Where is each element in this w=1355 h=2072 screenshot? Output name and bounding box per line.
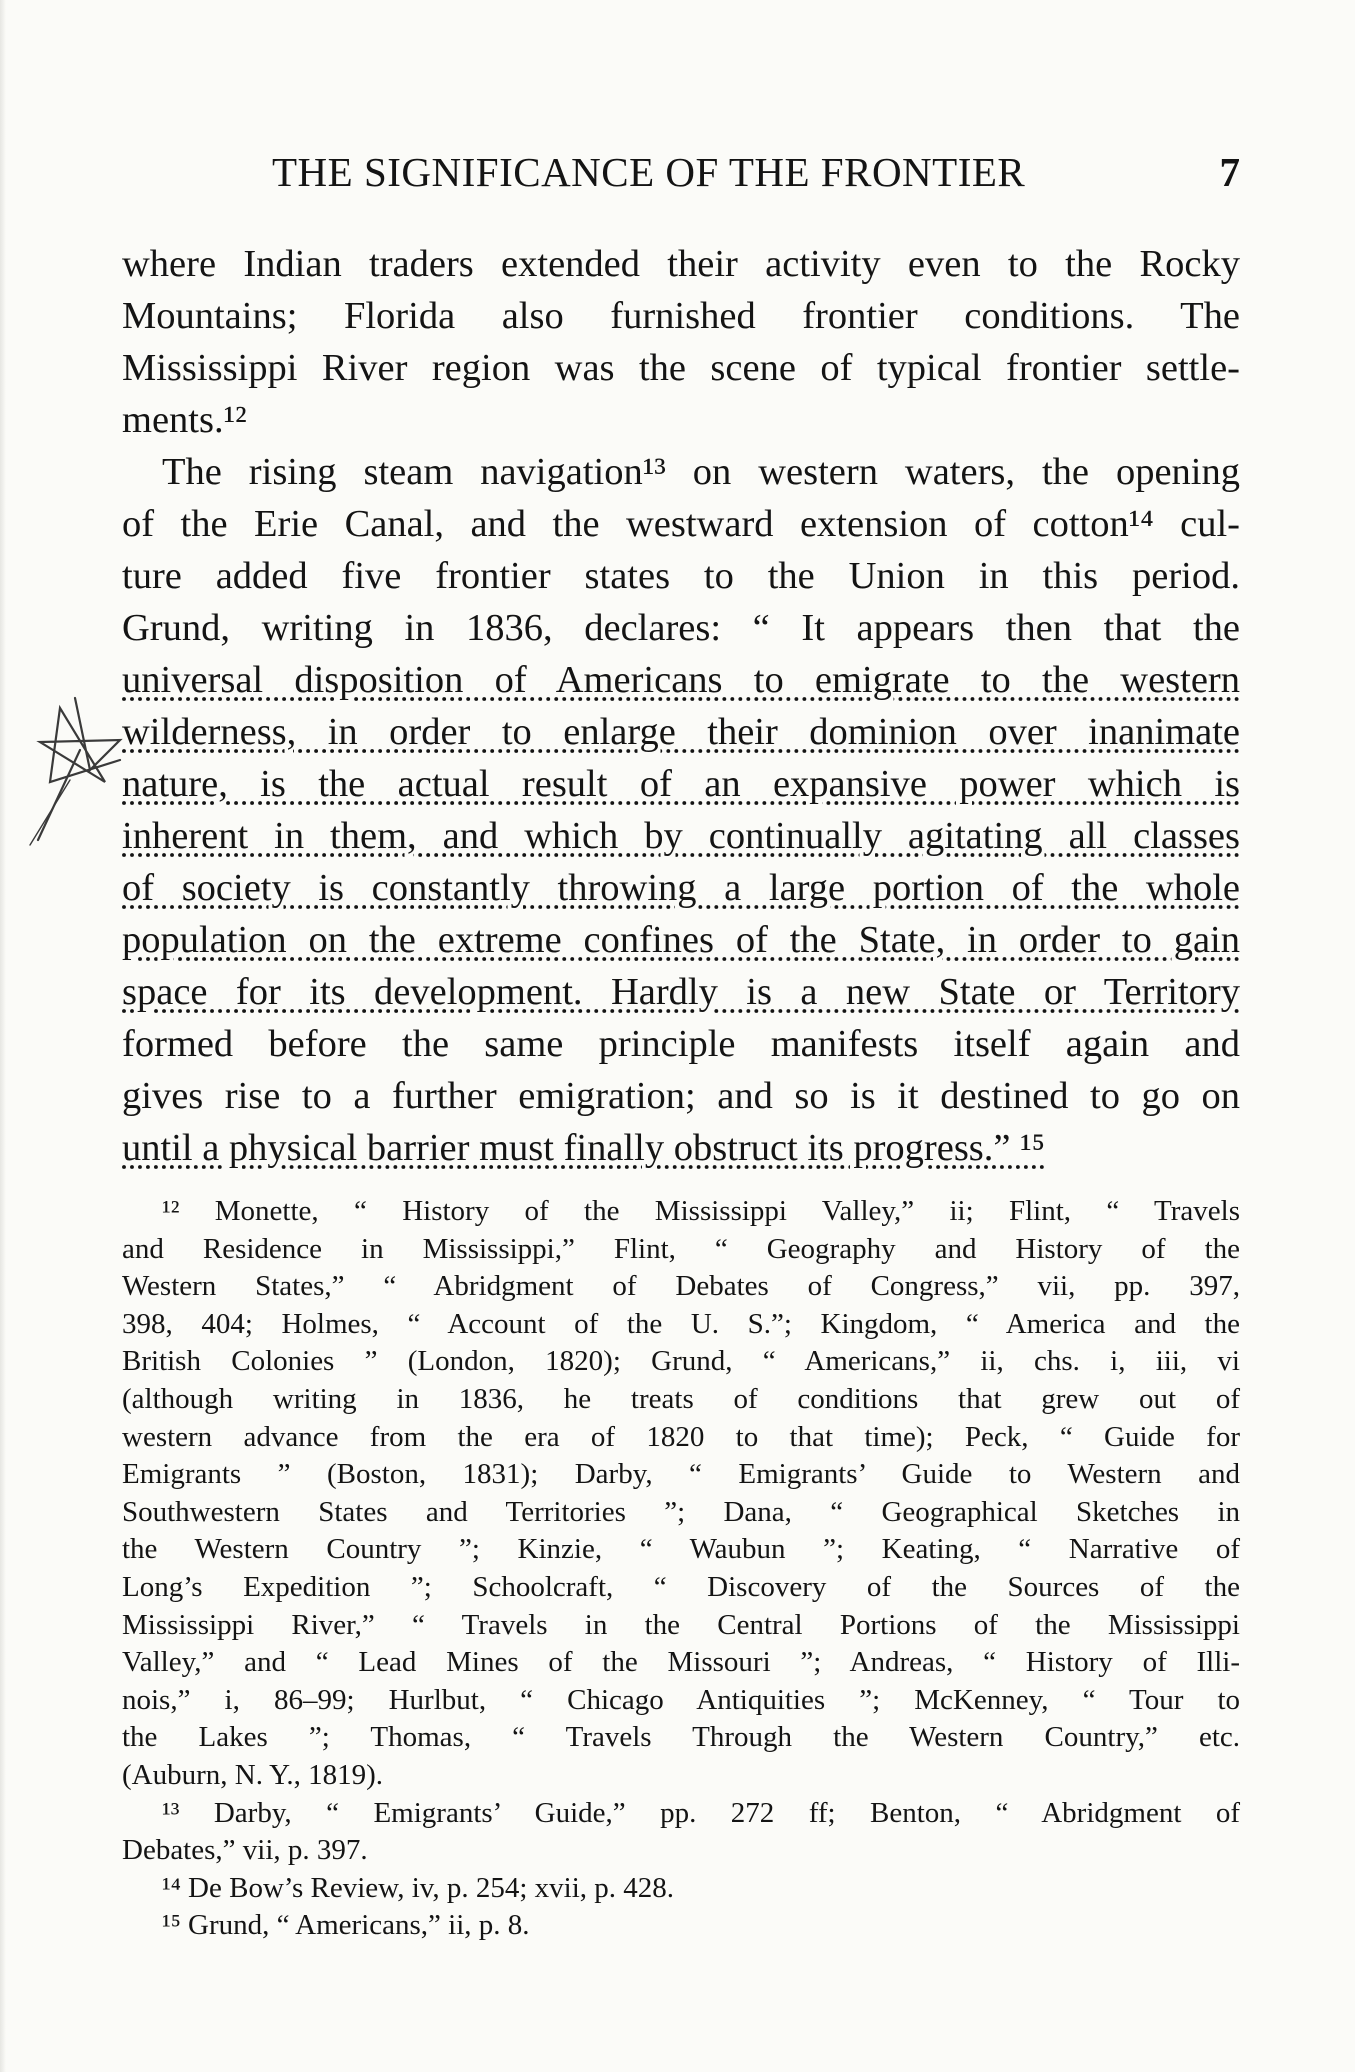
- quoted-line: population on the extreme confines of the State, in order to gain: [122, 919, 1240, 961]
- footnote-line: ¹⁵ Grund, “ Americans,” ii, p. 8.: [162, 1909, 530, 1942]
- footnote-line: ¹³ Darby, “ Emigrants’ Guide,” pp. 272 ff; Benton, “ Abridgment of: [162, 1796, 1240, 1829]
- running-title: THE SIGNIFICANCE OF THE FRONTIER: [272, 149, 1026, 195]
- footnote-line: British Colonies ” (London, 1820); Grund, “ Americans,” ii, chs. i, iii, vi: [122, 1345, 1240, 1378]
- footnote-line: (Auburn, N. Y., 1819).: [122, 1758, 383, 1791]
- text-line: Mountains; Florida also furnished frontier conditions. The: [122, 295, 1240, 337]
- footnote-line: Long’s Expedition ”; Schoolcraft, “ Discovery of the Sources of the: [122, 1570, 1240, 1603]
- footnotes: [122, 1193, 1240, 1945]
- footnote-line: Western States,” “ Abridgment of Debates of Congress,” vii, pp. 397,: [122, 1270, 1240, 1303]
- footnote-line: Debates,” vii, p. 397.: [122, 1834, 368, 1867]
- quoted-line: wilderness, in order to enlarge their dominion over inanimate: [122, 711, 1240, 753]
- text-line: Grund, writing in 1836, declares: “ It appears then that the: [122, 607, 1240, 649]
- text-line: formed before the same principle manifests itself again and: [122, 1023, 1240, 1065]
- footnote-line: nois,” i, 86–99; Hurlbut, “ Chicago Antiquities ”; McKenney, “ Tour to: [122, 1683, 1240, 1716]
- footnote-line: Emigrants ” (Boston, 1831); Darby, “ Emigrants’ Guide to Western and: [122, 1458, 1240, 1491]
- quoted-line: space for its development. Hardly is a new State or Territory: [122, 971, 1240, 1013]
- quoted-line: until a physical barrier must finally obstruct its progress.” ¹⁵: [122, 1127, 1046, 1169]
- main-text: [122, 238, 1240, 1174]
- footnote-line: ¹² Monette, “ History of the Mississippi Valley,” ii; Flint, “ Travels: [162, 1195, 1240, 1227]
- star-margin-mark-icon: [20, 690, 130, 850]
- footnote-line: Mississippi River,” “ Travels in the Central Portions of the Mississippi: [122, 1608, 1240, 1641]
- footnote-line: the Western Country ”; Kinzie, “ Waubun ”; Keating, “ Narrative of: [122, 1533, 1240, 1566]
- footnote-line: Southwestern States and Territories ”; Dana, “ Geographical Sketches in: [122, 1495, 1240, 1528]
- text-line: ture added five frontier states to the Union in this period.: [122, 555, 1240, 597]
- footnote-line: (although writing in 1836, he treats of conditions that grew out of: [122, 1382, 1240, 1415]
- footnote-line: western advance from the era of 1820 to that time); Peck, “ Guide for: [122, 1420, 1240, 1453]
- text-line: ments.¹²: [122, 399, 247, 441]
- text-line: where Indian traders extended their activity even to the Rocky: [122, 243, 1240, 285]
- footnote-line: the Lakes ”; Thomas, “ Travels Through the Western Country,” etc.: [122, 1721, 1240, 1754]
- text-line: Mississippi River region was the scene of typical frontier settle-: [122, 347, 1240, 389]
- footnote-line: ¹⁴ De Bow’s Review, iv, p. 254; xvii, p. 428.: [162, 1871, 675, 1904]
- footnote-line: and Residence in Mississippi,” Flint, “ Geography and History of the: [122, 1232, 1240, 1265]
- page-header: [122, 148, 1240, 208]
- text-line: gives rise to a further emigration; and so is it destined to go on: [122, 1075, 1240, 1117]
- text-line: of the Erie Canal, and the westward extension of cotton¹⁴ cul-: [122, 503, 1240, 545]
- text-line: The rising steam navigation¹³ on western waters, the opening: [162, 451, 1240, 493]
- footnote-line: 398, 404; Holmes, “ Account of the U. S.”; Kingdom, “ America and the: [122, 1307, 1240, 1340]
- page-edge-shadow: [0, 0, 6, 2072]
- quoted-line: universal disposition of Americans to emigrate to the western: [122, 659, 1240, 701]
- quoted-line: inherent in them, and which by continually agitating all classes: [122, 815, 1240, 857]
- footnote-line: Valley,” and “ Lead Mines of the Missouri ”; Andreas, “ History of Illi-: [122, 1646, 1240, 1679]
- page-number: 7: [1219, 149, 1240, 195]
- quoted-line: nature, is the actual result of an expansive power which is: [122, 763, 1240, 805]
- quoted-line: of society is constantly throwing a large portion of the whole: [122, 867, 1240, 909]
